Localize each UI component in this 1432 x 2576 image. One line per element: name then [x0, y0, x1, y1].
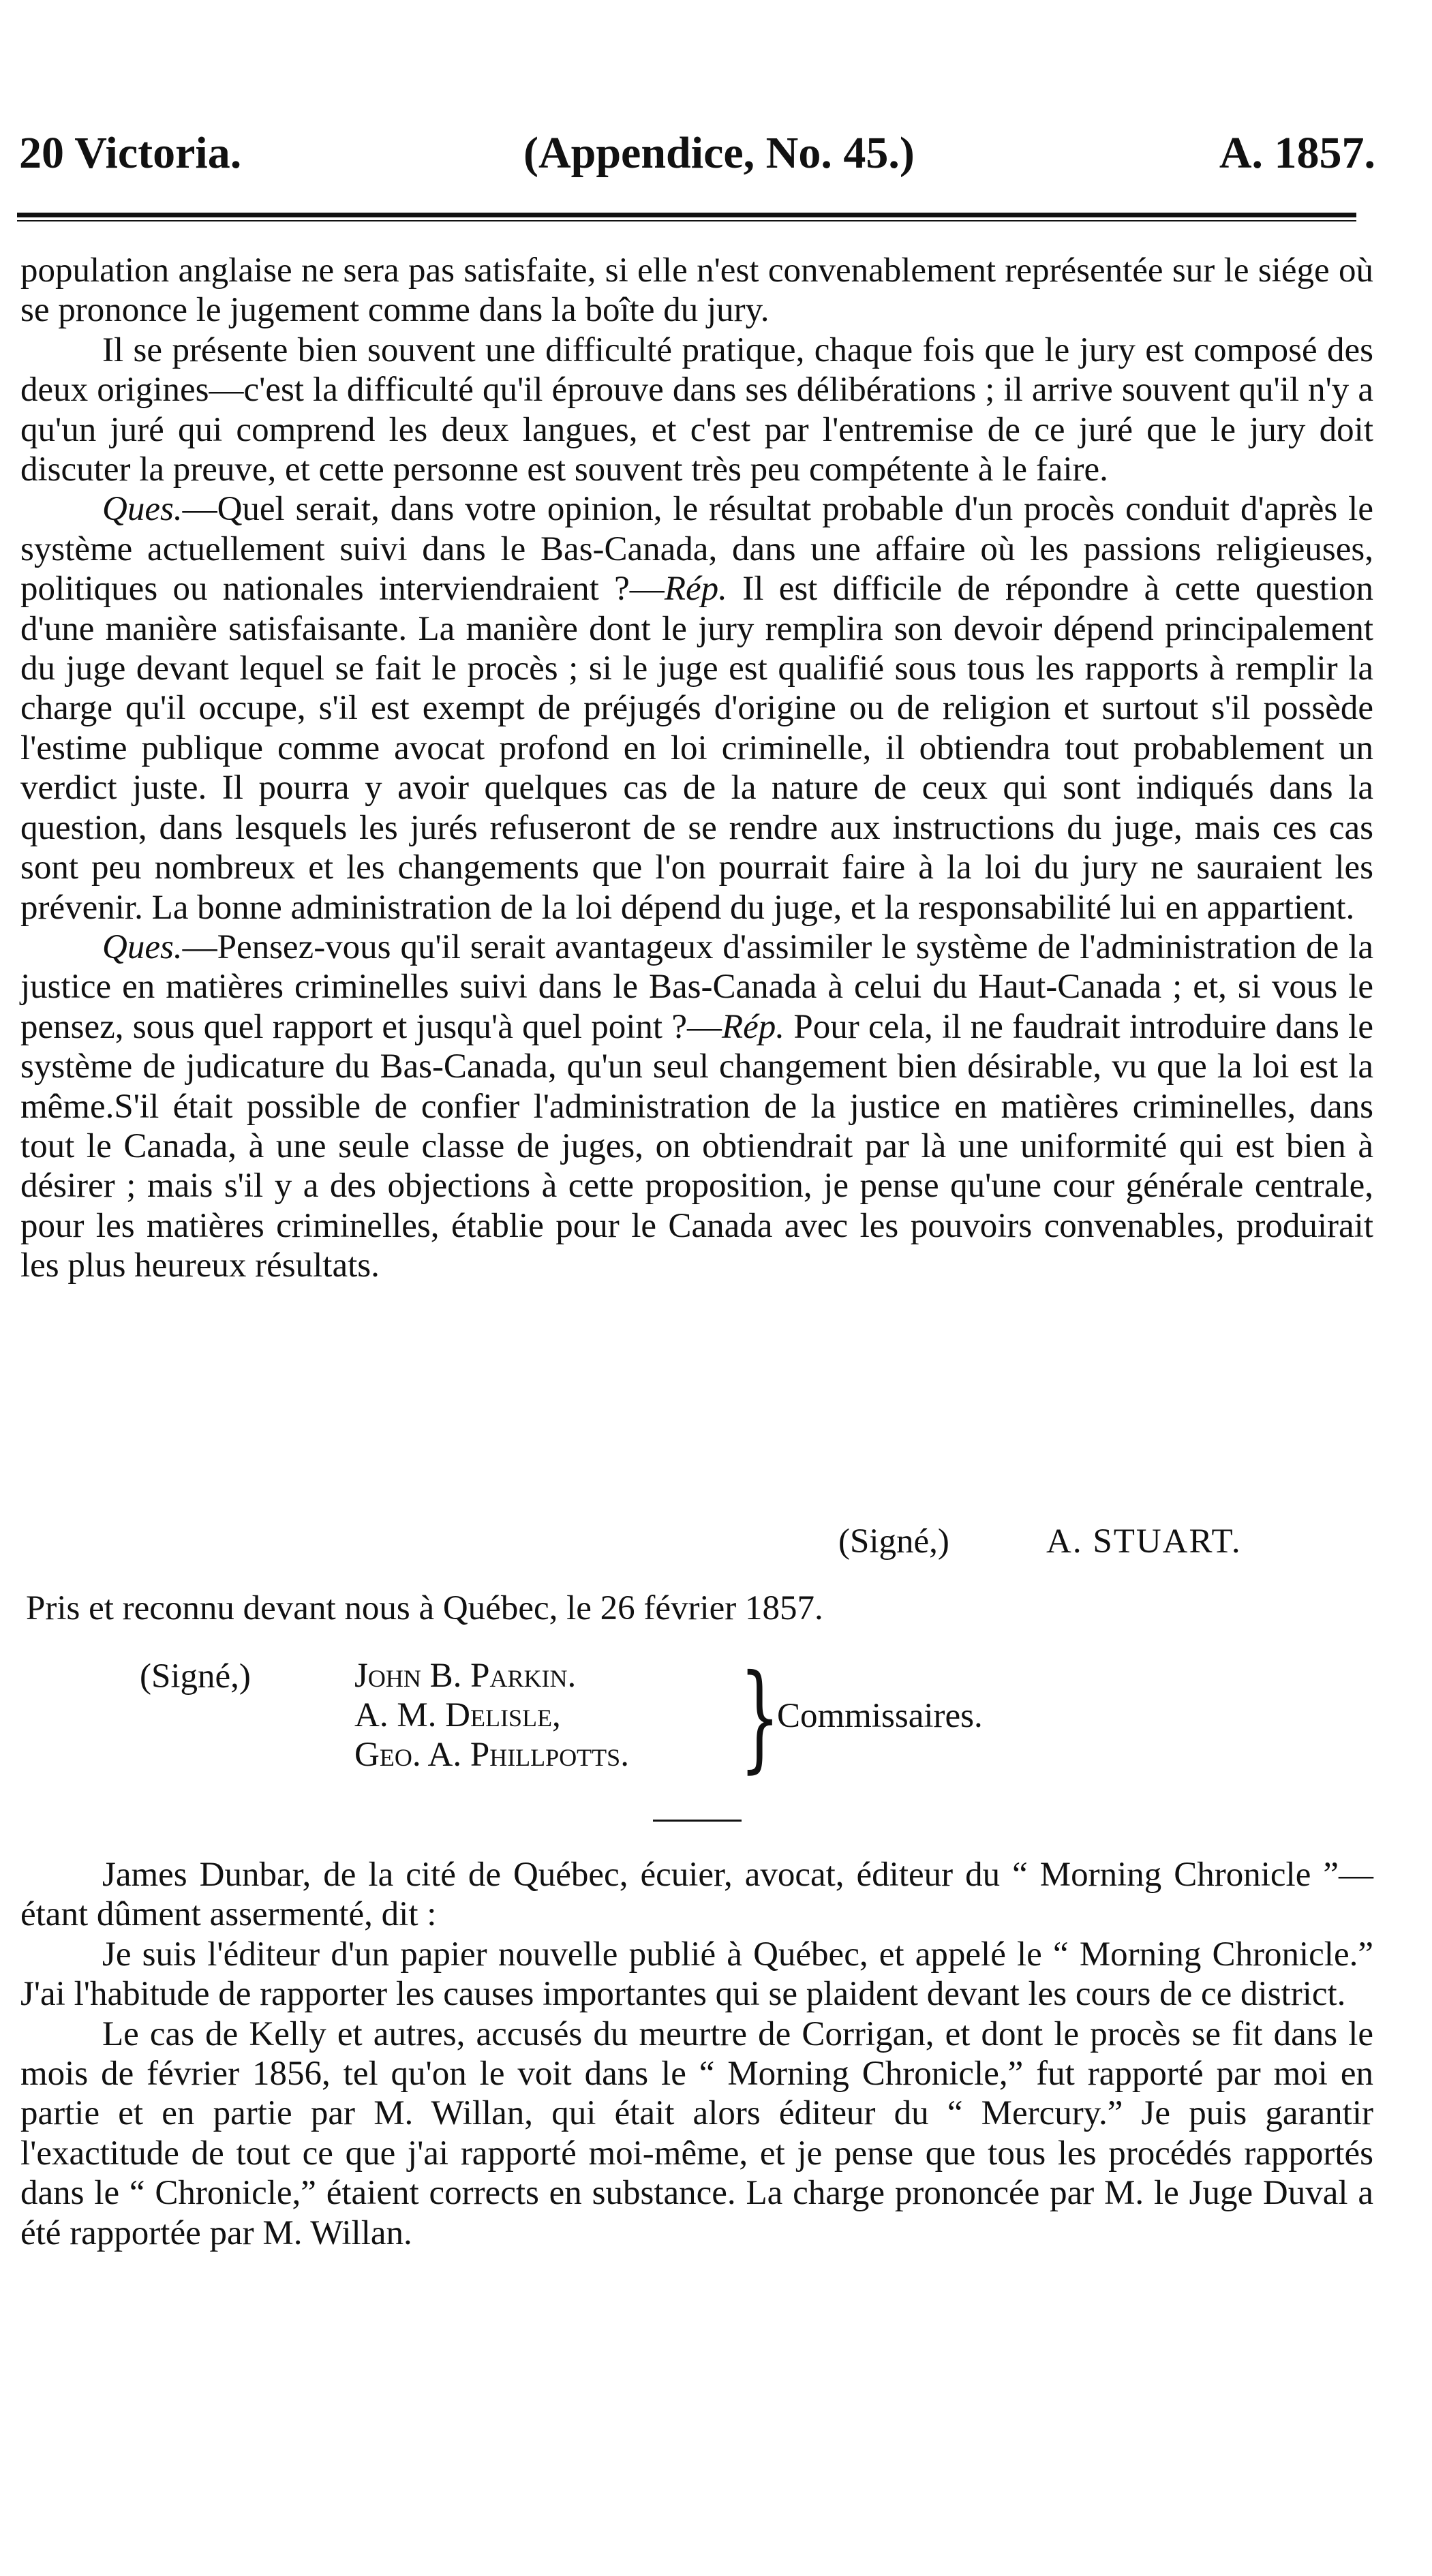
answer-label: Rép.	[722, 1007, 785, 1046]
question-paragraph	[20, 489, 1373, 927]
paragraph: Je suis l'éditeur d'un papier nouvelle publié à Québec, et appelé le “ Morning Chronicle.” J'ai l'habitude de rapporter les causes importantes qui se plaident devant les cours de ce district.	[20, 1935, 1373, 2014]
commissioner-name: A. M. Delisle,	[354, 1696, 561, 1734]
commissioner-names	[354, 1656, 629, 1775]
sworn-statement: Pris et reconnu devant nous à Québec, le 26 février 1857.	[26, 1589, 823, 1627]
signed-label: (Signé,)	[838, 1522, 949, 1561]
paragraph: Le cas de Kelly et autres, accusés du meurtre de Corrigan, et dont le procès se fit dans le mois de février 1856, tel qu'on le voit dans le “ Morning Chronicle,” fut rapporté par moi en partie et en partie par M. Willan, qui était alors éditeur du “ Mercury.” Je puis garantir l'exactitude de tout ce que j'ai rapporté moi-même, et je pense que tous les procédés rapportés dans le “ Chronicle,” étaient corrects en substance. La charge prononcée par M. le Juge Duval a été rapportée par M. Willan.	[20, 2014, 1373, 2252]
testimony-body	[20, 251, 1373, 1286]
section-separator	[653, 1820, 742, 1822]
commissioners-signed-label: (Signé,)	[140, 1657, 251, 1696]
answer-text: Il est difficile de répondre à cette question d'une manière satisfaisante. La manière dont le jury remplira son devoir dépend principalement du juge devant lequel se fait le procès ; si le juge est qualifié sous tous les rapports à remplir la charge qu'il occupe, s'il est exempt de préjugés d'origine ou de religion et surtout s'il possède l'estime publique comme avocat profond en loi criminelle, il obtiendra tout probablement un verdict juste. Il pourra y avoir quelques cas de la nature de ceux qui sont indiqués dans la question, dans lesquels les jurés refuseront de se rendre aux instructions du juge, mais ces cas sont peu nombreux et les changements que l'on pourrait faire à la loi du jury ne sauraient les prévenir. La bonne administration de la loi dépend du juge, et la responsabilité lui en appartient.	[20, 570, 1374, 927]
header-right: A. 1857.	[1219, 128, 1375, 178]
commissioner-name: Geo. A. Phillpotts.	[354, 1736, 629, 1774]
question-text: —Quel serait, dans votre opinion, le résultat probable d'un procès conduit d'après le système actuellement suivi dans le Bas-Canada, dans une affaire où les passions religieuses, politiques ou nationales interviendraient ?—	[20, 490, 1373, 609]
running-header	[19, 123, 1375, 184]
header-rule	[17, 213, 1356, 217]
question-text: —Pensez-vous qu'il serait avantageux d'assimiler le système de l'administration de la justice en matières criminelles suivi dans le Bas-Canada à celui du Haut-Canada ; et, si vous le pensez, sous quel rapport et jusqu'à quel point ?—	[20, 927, 1373, 1046]
paragraph: Il se présente bien souvent une difficulté pratique, chaque fois que le jury est composé des deux origines—c'est la difficulté qu'il éprouve dans ses délibérations ; il arrive souvent qu'il n'y a qu'un juré qui comprend les deux langues, et c'est par l'entremise de ce juré que le jury doit discuter la preuve, et cette personne est souvent très peu compétente à le faire.	[20, 331, 1373, 489]
header-left: 20 Victoria.	[19, 128, 242, 178]
header-center: (Appendice, No. 45.)	[523, 128, 915, 178]
question-label: Ques.	[102, 927, 183, 966]
signatory-name: A. STUART.	[1046, 1522, 1242, 1561]
commissioner-name: John B. Parkin.	[354, 1657, 577, 1695]
brace-glyph: }	[740, 1650, 780, 1785]
commissioners-label: Commissaires.	[777, 1697, 983, 1735]
dunbar-testimony	[20, 1855, 1373, 2253]
answer-text: Pour cela, il ne faudrait introduire dans le système de judicature du Bas-Canada, qu'un seul changement bien désirable, vu que la loi est la même.S'il était possible de confier l'administration de la justice en matières criminelles, dans tout le Canada, à une seule classe de juges, on obtiendrait par là une uniformité qui est bien à désirer ; mais s'il y a des objections à cette proposition, je pense qu'une cour générale centrale, pour les matières criminelles, établie pour le Canada avec les pouvoirs convenables, produirait les plus heureux résultats.	[20, 1007, 1373, 1285]
paragraph: James Dunbar, de la cité de Québec, écuier, avocat, éditeur du “ Morning Chronicle ”—étant dûment assermenté, dit :	[20, 1856, 1373, 1934]
header-rule-thin	[17, 220, 1356, 221]
answer-label: Rép.	[664, 570, 727, 609]
question-label: Ques.	[102, 490, 183, 529]
question-paragraph	[20, 927, 1373, 1286]
paragraph: population anglaise ne sera pas satisfaite, si elle n'est convenablement représentée sur le siége où se prononce le jugement comme dans la boîte du jury.	[20, 251, 1373, 330]
